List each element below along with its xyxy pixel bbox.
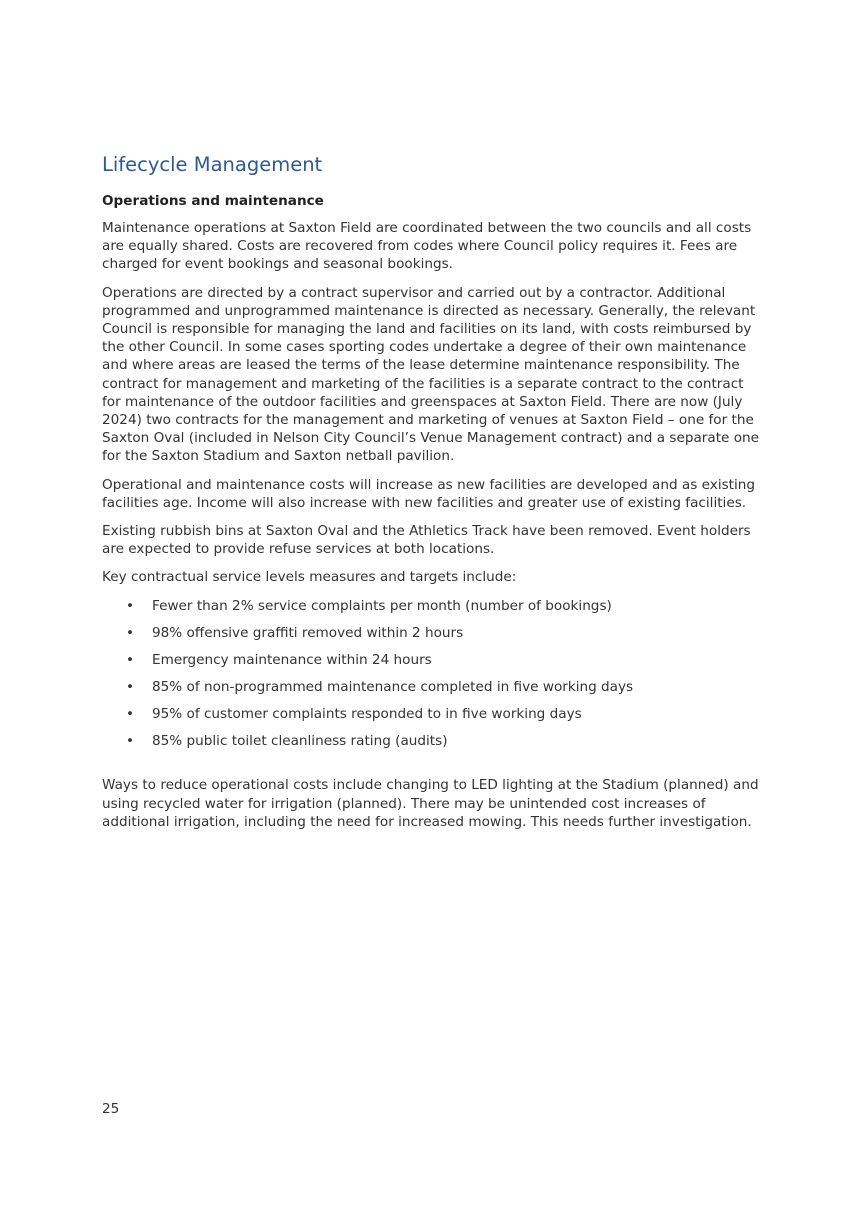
page-number: 25	[102, 1101, 120, 1117]
bullet-icon: •	[126, 678, 135, 695]
bullet-icon: •	[126, 651, 135, 668]
paragraph-operations-directed: Operations are directed by a contract supervisor and carried out by a contractor. Additional programmed and unprogrammed maintenance is directed as necessary. Generally, the relevant Council is responsible for managing the land and facilities on its land, with costs reimbursed by the other Council. In some cases sporting codes undertake a degree of their own maintenance and where areas are leased the terms of the lease determine maintenance responsibility. The contract for management and marketing of the facilities is a separate contract to the contract for maintenance of the outdoor facilities and greenspaces at Saxton Field. There are now (July 2024) two contracts for the management and marketing of venues at Saxton Field – one for the Saxton Oval (included in Nelson City Council’s Venue Management contract) and a separate one for the Saxton Stadium and Saxton netball pavilion.	[102, 284, 760, 465]
list-item	[102, 597, 762, 615]
bullet-icon: •	[126, 597, 135, 614]
list-item	[102, 732, 762, 750]
list-item-text: Emergency maintenance within 24 hours	[152, 651, 432, 668]
list-item-text: 85% of non-programmed maintenance completed in five working days	[152, 678, 634, 695]
section-heading: Lifecycle Management	[102, 153, 323, 176]
section-subheading: Operations and maintenance	[102, 193, 324, 209]
list-item	[102, 624, 762, 642]
list-item	[102, 678, 762, 696]
bullet-icon: •	[126, 624, 135, 641]
service-levels-list	[102, 597, 762, 751]
paragraph-reduce-costs: Ways to reduce operational costs include changing to LED lighting at the Stadium (planned) and using recycled water for irrigation (planned). There may be unintended cost increases of additional irrigation, including the need for increased mowing. This needs further investigation.	[102, 777, 759, 830]
list-item-text: Fewer than 2% service complaints per month (number of bookings)	[152, 597, 612, 614]
document-page	[102, 152, 762, 841]
paragraph-costs-increase: Operational and maintenance costs will increase as new facilities are developed and as existing facilities age. Income will also increase with new facilities and greater use of existing facilities.	[102, 476, 756, 511]
bullet-icon: •	[126, 733, 135, 750]
list-item-text: 95% of customer complaints responded to in five working days	[152, 706, 582, 723]
list-item-text: 98% offensive graffiti removed within 2 hours	[152, 624, 464, 641]
paragraph-rubbish-bins: Existing rubbish bins at Saxton Oval and the Athletics Track have been removed. Event holders are expected to provide refuse services at both locations.	[102, 523, 751, 558]
list-item-text: 85% public toilet cleanliness rating (audits)	[152, 733, 448, 750]
list-item	[102, 651, 762, 669]
bullet-icon: •	[126, 706, 135, 723]
list-item	[102, 705, 762, 723]
paragraph-maintenance-operations: Maintenance operations at Saxton Field are coordinated between the two councils and all costs are equally shared. Costs are recovered from codes where Council policy requires it. Fees are charged for event bookings and seasonal bookings.	[102, 220, 752, 273]
paragraph-service-levels-intro: Key contractual service levels measures and targets include:	[102, 569, 517, 586]
